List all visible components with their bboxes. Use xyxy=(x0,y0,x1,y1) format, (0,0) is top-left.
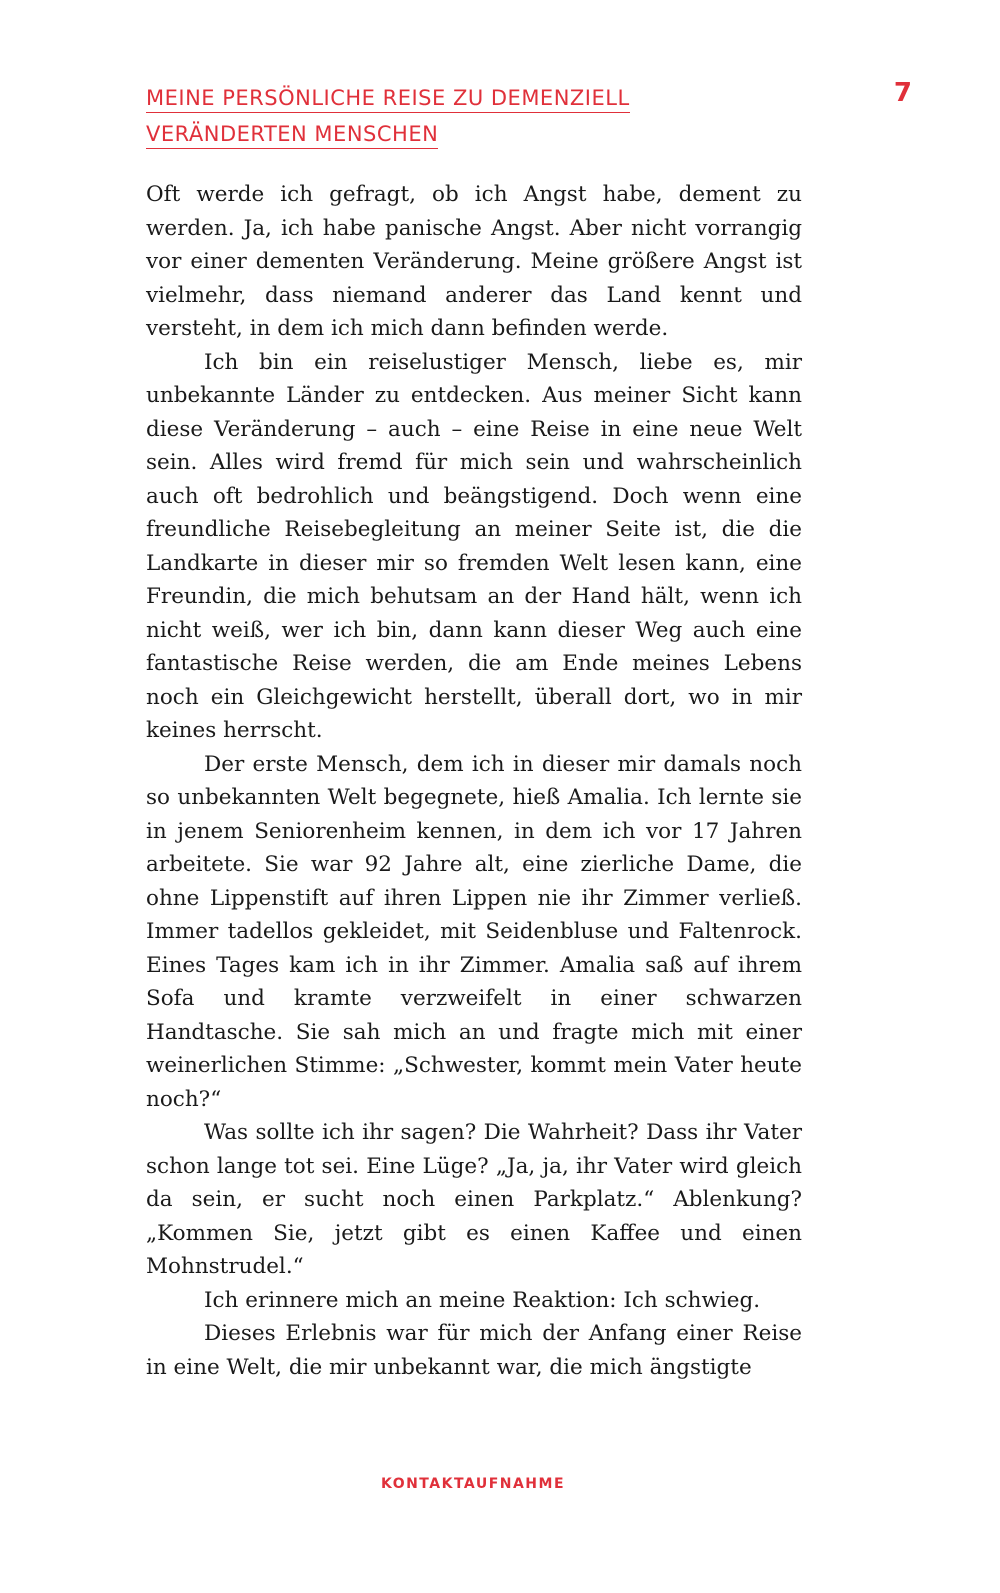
page-number: 7 xyxy=(893,78,912,108)
paragraph-2: Ich bin ein reiselustiger Mensch, liebe es, mir unbekannte Länder zu entdecken. Aus meiner Sicht kann diese Veränderung – auch – eine Reise in eine neue Welt sein. Alles wird fremd für mich sein und wahrscheinlich auch oft bedrohlich und beängstigend. Doch wenn eine freundliche Reisebegleitung an meiner Seite ist, die die Landkarte in dieser mir so fremden Welt lesen kann, eine Freundin, die mich behutsam an der Hand hält, wenn ich nicht weiß, wer ich bin, dann kann dieser Weg auch eine fantastische Reise werden, die am Ende meines Lebens noch ein Gleichgewicht herstellt, überall dort, wo in mir keines herrscht. xyxy=(146,349,802,743)
running-head-line-1: MEINE PERSÖNLICHE REISE ZU DEMENZIELL xyxy=(146,84,630,113)
paragraph-5: Ich erinnere mich an meine Reaktion: Ich schwieg. xyxy=(204,1287,761,1313)
paragraph-1: Oft werde ich gefragt, ob ich Angst habe, dement zu werden. Ja, ich habe panische Angst. Aber nicht vorrangig vor einer dementen Veränderung. Meine größere Angst ist vielmehr, dass niemand anderer das Land kennt und versteht, in dem ich mich dann befinden werde. xyxy=(146,182,802,341)
body-text xyxy=(146,178,802,1384)
running-head xyxy=(146,82,706,154)
paragraph-6: Dieses Erlebnis war für mich der Anfang einer Reise in eine Welt, die mir unbekannt war, die mich ängstigte xyxy=(146,1321,802,1380)
running-head-line-2: VERÄNDERTEN MENSCHEN xyxy=(146,120,438,149)
paragraph-4: Was sollte ich ihr sagen? Die Wahrheit? Dass ihr Vater schon lange tot sei. Eine Lüge? „Ja, ja, ihr Vater wird gleich da sein, er sucht noch einen Parkplatz.“ Ablenkung? „Kommen Sie, jetzt gibt es einen Kaffee und einen Mohnstrudel.“ xyxy=(146,1120,802,1279)
section-footer: KONTAKTAUFNAHME xyxy=(380,1476,566,1492)
paragraph-3: Der erste Mensch, dem ich in dieser mir damals noch so unbekannten Welt begegnete, hieß Amalia. Ich lernte sie in jenem Seniorenheim kennen, in dem ich vor 17 Jahren arbeitete. Sie war 92 Jahre alt, eine zierliche Dame, die ohne Lippenstift auf ihren Lippen nie ihr Zimmer verließ. Immer tadellos gekleidet, mit Seidenbluse und Faltenrock. Eines Tages kam ich in ihr Zimmer. Amalia saß auf ihrem Sofa und kramte verzweifelt in einer schwarzen Handtasche. Sie sah mich an und fragte mich mit einer weinerlichen Stimme: „Schwester, kommt mein Vater heute noch?“ xyxy=(146,751,802,1112)
